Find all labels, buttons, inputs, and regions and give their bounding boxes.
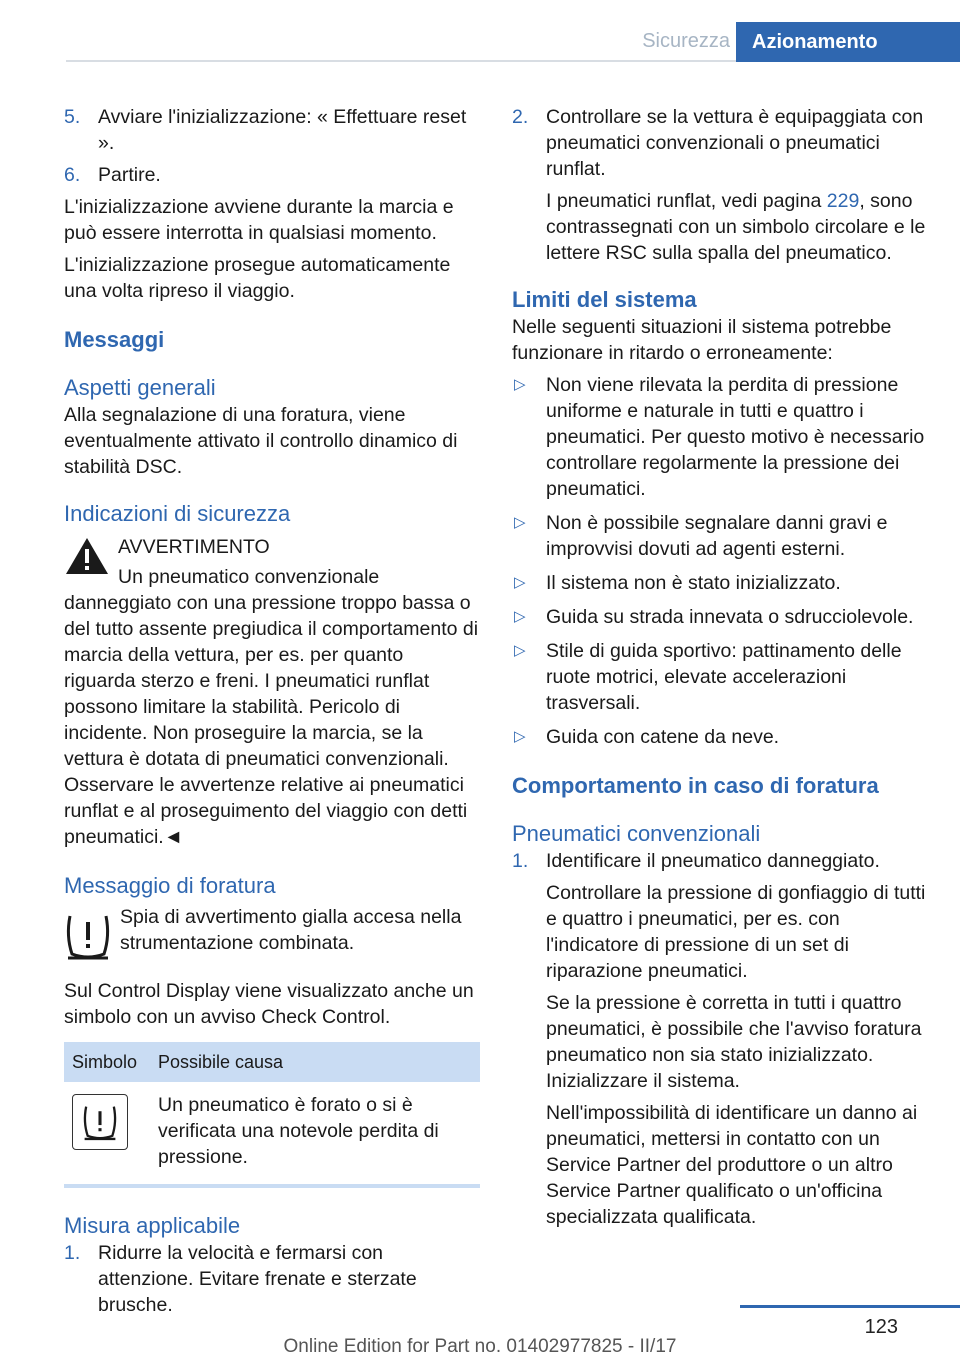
step-number: 1.: [512, 850, 529, 872]
table-row: [64, 1082, 480, 1180]
list-item: ▷ Non è possibile segnalare danni gravi e improvvisi dovuti ad agenti esterni.: [514, 512, 888, 560]
step-item: [64, 162, 480, 188]
heading-comportamento-foratura: Comportamento in caso di foratura: [512, 773, 879, 798]
warning-title: AVVERTIMENTO: [118, 536, 270, 558]
tire-pressure-warning-icon: [64, 910, 112, 962]
heading-limiti-sistema: Limiti del sistema: [512, 287, 697, 312]
bullet-triangle-icon: ▷: [514, 376, 526, 393]
step-item: [512, 848, 930, 1230]
list-item: ▷ Stile di guida sportivo: pattinamento delle ruote motrici, elevate accelerazioni trasversali.: [514, 640, 902, 714]
left-column: [64, 104, 480, 1318]
step-item: [512, 104, 930, 266]
warning-triangle-icon: [64, 536, 110, 576]
right-column: [512, 104, 930, 1230]
heading-messaggi: Messaggi: [64, 327, 165, 352]
footer-rule: [740, 1305, 960, 1308]
list-item: ▷ Non viene rilevata la perdita di pressione uniforme e naturale in tutti e quattro i pneumatici. Per questo motivo è necessario controllare regolarmente la pressione dei pneumatici.: [514, 374, 925, 500]
bullet-triangle-icon: ▷: [514, 574, 526, 591]
edition-footer: Online Edition for Part no. 01402977825 - II/17: [283, 1336, 677, 1357]
step-number: 5.: [64, 106, 81, 128]
limits-list: [512, 372, 930, 750]
symbol-table: [64, 1042, 480, 1188]
step-text: Avviare l'inizializzazione: « Effettuare reset ».: [98, 106, 467, 154]
step-subtext: Controllare la pressione di gonfiaggio di tutti e quattro i pneumatici, per es. con l'indicatore di pressione di un set di riparazione pneumatici.: [546, 882, 926, 982]
header-section-label: Sicurezza: [642, 30, 730, 52]
step-item: [64, 1240, 480, 1318]
bullet-triangle-icon: ▷: [514, 608, 526, 625]
warning-block: [64, 534, 480, 850]
paragraph: Sul Control Display viene visualizzato anche un simbolo con un avviso Check Control.: [64, 980, 474, 1028]
paragraph: Alla segnalazione di una foratura, viene eventualmente attivato il controllo dinamico di stabilità DSC.: [64, 404, 458, 478]
table-cell-symbol: [64, 1092, 158, 1170]
bullet-triangle-icon: ▷: [514, 642, 526, 659]
heading-aspetti-generali: Aspetti generali: [64, 375, 216, 400]
step-text: Identificare il pneumatico danneggiato.: [546, 850, 880, 872]
list-item: ▷ Guida con catene da neve.: [514, 726, 780, 748]
foratura-block: [64, 904, 480, 968]
page-number: 123: [864, 1316, 898, 1338]
list-item: ▷ Il sistema non è stato inizializzato.: [514, 572, 841, 594]
paragraph: Nelle seguenti situazioni il sistema potrebbe funzionare in ritardo o erroneamente:: [512, 316, 892, 364]
table-bottom-rule: [64, 1184, 480, 1188]
step-text: Partire.: [98, 164, 161, 186]
step-number: 6.: [64, 164, 81, 186]
tire-pressure-symbol-icon: [72, 1094, 128, 1150]
warning-text: Un pneumatico convenzionale danneggiato con una pressione troppo bassa o del tutto assente pregiudica il comportamento di marcia della vettura, per es. per quanto riguarda sterzo e freni. I pneumatici runflat possono limitare la stabilità. Pericolo di incidente. Non proseguire la marcia, se la vettura è dotata di pneumatici convenzionali. Osservare le avvertenze relative ai pneumatici runflat e al proseguimento del viaggio con detti pneumatici.◄: [64, 566, 479, 848]
heading-misura-applicabile: Misura applicabile: [64, 1213, 241, 1238]
heading-pneumatici-convenzionali: Pneumatici convenzionali: [512, 821, 761, 846]
step-number: 1.: [64, 1242, 81, 1264]
heading-indicazioni-sicurezza: Indicazioni di sicurezza: [64, 501, 291, 526]
table-header-cell: Simbolo: [72, 1052, 138, 1072]
table-cell-cause: Un pneumatico è forato o si è verificata una notevole perdita di pressione.: [158, 1094, 439, 1168]
paragraph: L'inizializzazione prosegue automaticamente una volta ripreso il viaggio.: [64, 254, 451, 302]
bullet-triangle-icon: ▷: [514, 514, 526, 531]
step-subtext: Nell'impossibilità di identificare un danno ai pneumatici, mettersi in contatto con un Service Partner del produttore o un altro Service Partner qualificato o un'officina specializzata qualificata.: [546, 1102, 918, 1228]
bullet-triangle-icon: ▷: [514, 728, 526, 745]
step-subtext: I pneumatici runflat, vedi pagina 229, sono contrassegnati con un simbolo circolare e le lettere RSC sulla spalla del pneumatico.: [546, 190, 926, 264]
foratura-text: Spia di avvertimento gialla accesa nella strumentazione combinata.: [120, 906, 462, 954]
header-chapter-tab: Azionamento: [736, 22, 960, 62]
step-text: Controllare se la vettura è equipaggiata con pneumatici convenzionali o pneumatici runflat.: [546, 106, 924, 180]
paragraph: L'inizializzazione avviene durante la marcia e può essere interrotta in qualsiasi momento.: [64, 196, 454, 244]
step-text: Ridurre la velocità e fermarsi con attenzione. Evitare frenate e sterzate brusche.: [98, 1242, 417, 1316]
table-header: [64, 1042, 480, 1082]
step-item: [64, 104, 480, 156]
table-header-cell: Possibile causa: [158, 1052, 284, 1072]
step-subtext: Se la pressione è corretta in tutti i quattro pneumatici, è possibile che l'avviso foratura pneumatico non sia stato inizializzato. Inizializzare il sistema.: [546, 992, 922, 1092]
heading-messaggio-foratura: Messaggio di foratura: [64, 873, 276, 898]
step-number: 2.: [512, 106, 529, 128]
list-item: ▷ Guida su strada innevata o sdrucciolevole.: [514, 606, 914, 628]
page-reference-link[interactable]: 229: [826, 190, 860, 212]
